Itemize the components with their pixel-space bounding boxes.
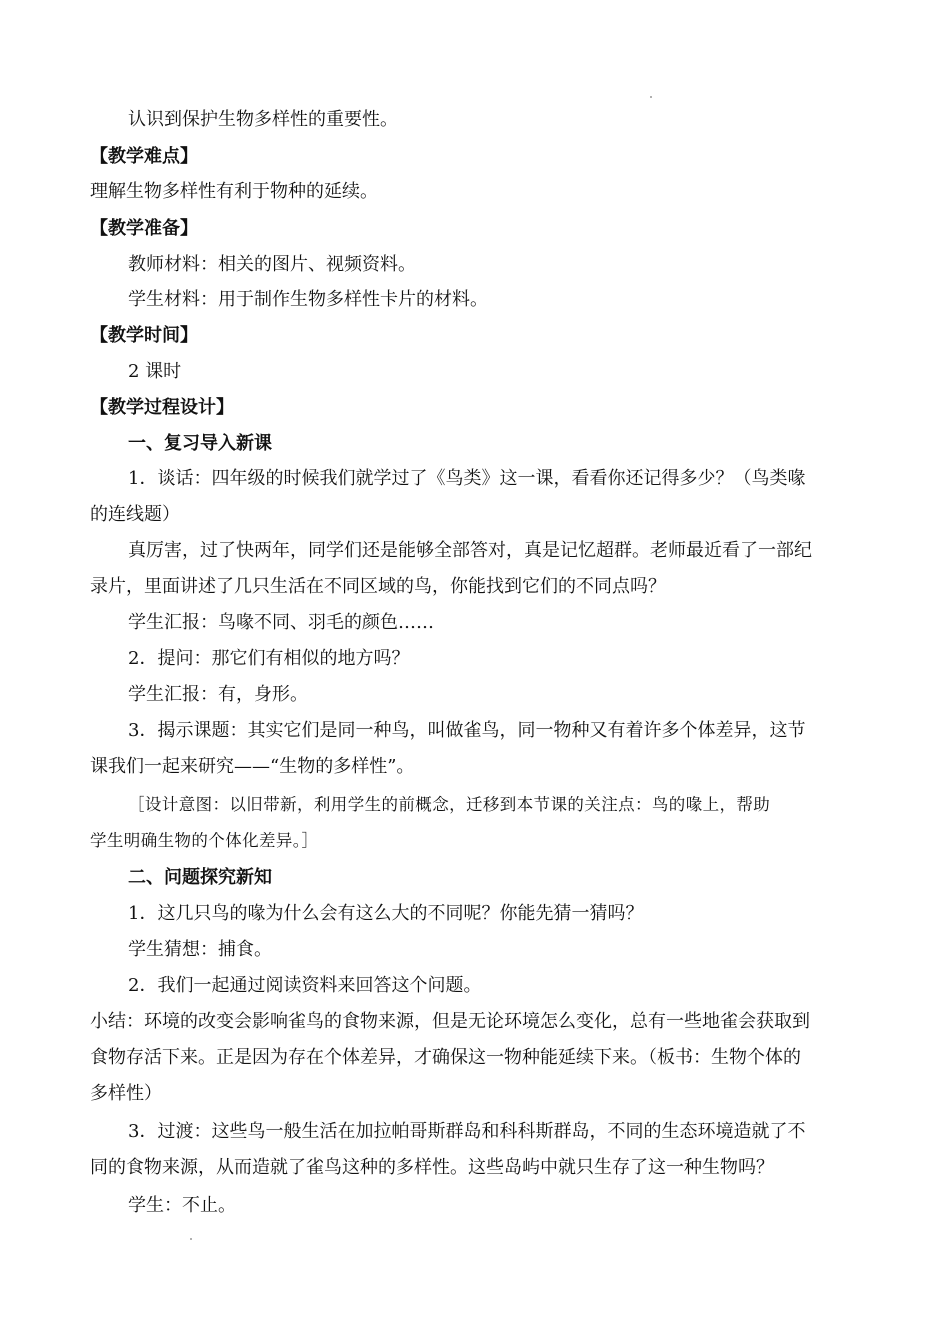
paragraph-line: 学生汇报：鸟喙不同、羽毛的颜色…… <box>128 612 434 633</box>
paragraph-line: 理解生物多样性有利于物种的延续。 <box>90 181 378 202</box>
scan-speck <box>190 1238 192 1240</box>
paragraph-line: 的连线题） <box>90 504 180 525</box>
summary-line: 食物存活下来。正是因为存在个体差异，才确保这一物种能延续下来。（板书：生物个体的 <box>90 1047 801 1068</box>
paragraph-line: 2 课时 <box>128 361 182 382</box>
section-heading-process: 【教学过程设计】 <box>90 397 234 418</box>
paragraph-line: 学生汇报：有，身形。 <box>128 684 308 705</box>
paragraph-line: 2．提问：那它们有相似的地方吗？ <box>128 648 410 669</box>
paragraph-line: 3．过渡：这些鸟一般生活在加拉帕哥斯群岛和科科斯群岛，不同的生态环境造就了不 <box>128 1121 806 1142</box>
section-heading-preparation: 【教学准备】 <box>90 218 198 239</box>
paragraph-line: 录片，里面讲述了几只生活在不同区域的鸟，你能找到它们的不同点吗？ <box>90 576 666 597</box>
paragraph-line: 真厉害，过了快两年，同学们还是能够全部答对，真是记忆超群。老师最近看了一部纪 <box>128 540 812 561</box>
paragraph-line: 学生猜想：捕食。 <box>128 939 272 960</box>
paragraph-line: 教师材料：相关的图片、视频资料。 <box>128 254 416 275</box>
subsection-heading-explore: 二、问题探究新知 <box>128 867 272 888</box>
paragraph-line: 学生：不止。 <box>128 1195 236 1216</box>
paragraph-line: 1．这几只鸟的喙为什么会有这么大的不同呢？你能先猜一猜吗？ <box>128 903 644 924</box>
paragraph-line: 3．揭示课题：其实它们是同一种鸟，叫做雀鸟，同一物种又有着许多个体差异，这节 <box>128 720 806 741</box>
summary-line: 多样性） <box>90 1083 162 1104</box>
paragraph-line: 课我们一起来研究——“生物的多样性”。 <box>90 756 415 777</box>
paragraph-line: 1．谈话：四年级的时候我们就学过了《鸟类》这一课，看看你还记得多少？（鸟类喙 <box>128 468 806 489</box>
paragraph-line: 学生材料：用于制作生物多样性卡片的材料。 <box>128 289 488 310</box>
paragraph-line: 同的食物来源，从而造就了雀鸟这种的多样性。这些岛屿中就只生存了这一种生物吗？ <box>90 1157 774 1178</box>
summary-line: 小结：环境的改变会影响雀鸟的食物来源，但是无论环境怎么变化，总有一些地雀会获取到 <box>90 1011 810 1032</box>
paragraph-line: 2．我们一起通过阅读资料来回答这个问题。 <box>128 975 482 996</box>
subsection-heading-review: 一、复习导入新课 <box>128 433 272 454</box>
design-intent-note: 学生明确生物的个体化差异。］ <box>90 831 319 850</box>
design-intent-note: ［设计意图：以旧带新，利用学生的前概念，迁移到本节课的关注点：鸟的喙上，帮助 <box>128 795 771 814</box>
paragraph-line: 认识到保护生物多样性的重要性。 <box>128 109 398 130</box>
section-heading-time: 【教学时间】 <box>90 325 198 346</box>
scan-speck <box>650 96 652 98</box>
section-heading-difficulty: 【教学难点】 <box>90 146 198 167</box>
